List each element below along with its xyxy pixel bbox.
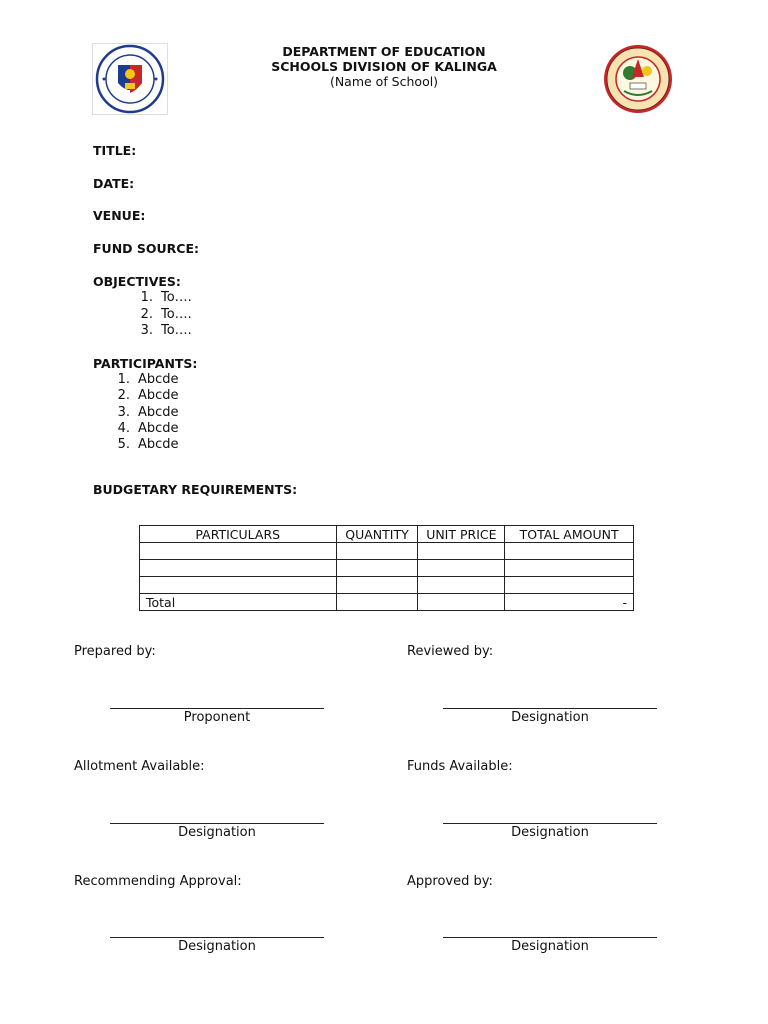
list-item: 2. To…. <box>140 306 192 322</box>
table-total-row <box>140 594 634 611</box>
list-item: 3. To…. <box>140 323 192 338</box>
reviewed-by-label: Reviewed by: <box>407 644 494 659</box>
header-department: DEPARTMENT OF EDUCATION <box>282 44 486 59</box>
objectives-label: OBJECTIVES: <box>93 274 181 289</box>
budgetary-requirements-label: BUDGETARY REQUIREMENTS: <box>93 482 298 497</box>
allotment-available-label: Allotment Available: <box>74 759 205 774</box>
header-school-name: (Name of School) <box>329 74 439 89</box>
column-header-total-amount: TOTAL AMOUNT <box>505 526 634 543</box>
document-header <box>180 44 588 89</box>
venue-label: VENUE: <box>93 208 146 223</box>
list-item: 5. Abcde <box>117 437 179 453</box>
division-kalinga-seal-logo <box>600 43 676 115</box>
title-label: TITLE: <box>93 143 137 158</box>
signature-line <box>443 937 657 938</box>
total-label: Total <box>140 594 337 611</box>
designation-title: Designation <box>511 939 589 954</box>
table-row <box>140 577 634 594</box>
signature-line <box>110 823 324 824</box>
participants-label: PARTICIPANTS: <box>93 356 198 371</box>
list-item: 2. Abcde <box>117 388 179 404</box>
date-label: DATE: <box>93 176 135 191</box>
table-row <box>140 543 634 560</box>
objectives-list <box>135 290 192 340</box>
signature-line <box>110 708 324 709</box>
column-header-quantity: QUANTITY <box>336 526 418 543</box>
column-header-unit-price: UNIT PRICE <box>418 526 505 543</box>
participants-list <box>112 372 179 453</box>
signature-line <box>443 823 657 824</box>
signature-line <box>443 708 657 709</box>
designation-title: Designation <box>511 710 589 725</box>
signature-line <box>110 937 324 938</box>
list-item: 3. Abcde <box>117 404 179 420</box>
budget-table <box>139 525 634 611</box>
funds-available-label: Funds Available: <box>407 759 513 774</box>
total-value: - <box>505 594 634 611</box>
fund-source-label: FUND SOURCE: <box>93 241 199 256</box>
table-row <box>140 560 634 577</box>
prepared-by-label: Prepared by: <box>74 644 156 659</box>
designation-title: Designation <box>511 825 589 840</box>
table-header-row <box>140 526 634 543</box>
designation-title: Designation <box>178 939 256 954</box>
column-header-particulars: PARTICULARS <box>140 526 337 543</box>
designation-title: Designation <box>178 825 256 840</box>
list-item: 1. To…. <box>140 290 192 305</box>
proponent-title: Proponent <box>183 710 251 725</box>
list-item: 1. Abcde <box>117 372 179 387</box>
recommending-approval-label: Recommending Approval: <box>74 874 242 889</box>
deped-seal-logo <box>92 43 168 115</box>
approved-by-label: Approved by: <box>407 874 493 889</box>
header-division: SCHOOLS DIVISION OF KALINGA <box>271 59 497 74</box>
list-item: 4. Abcde <box>117 420 179 436</box>
